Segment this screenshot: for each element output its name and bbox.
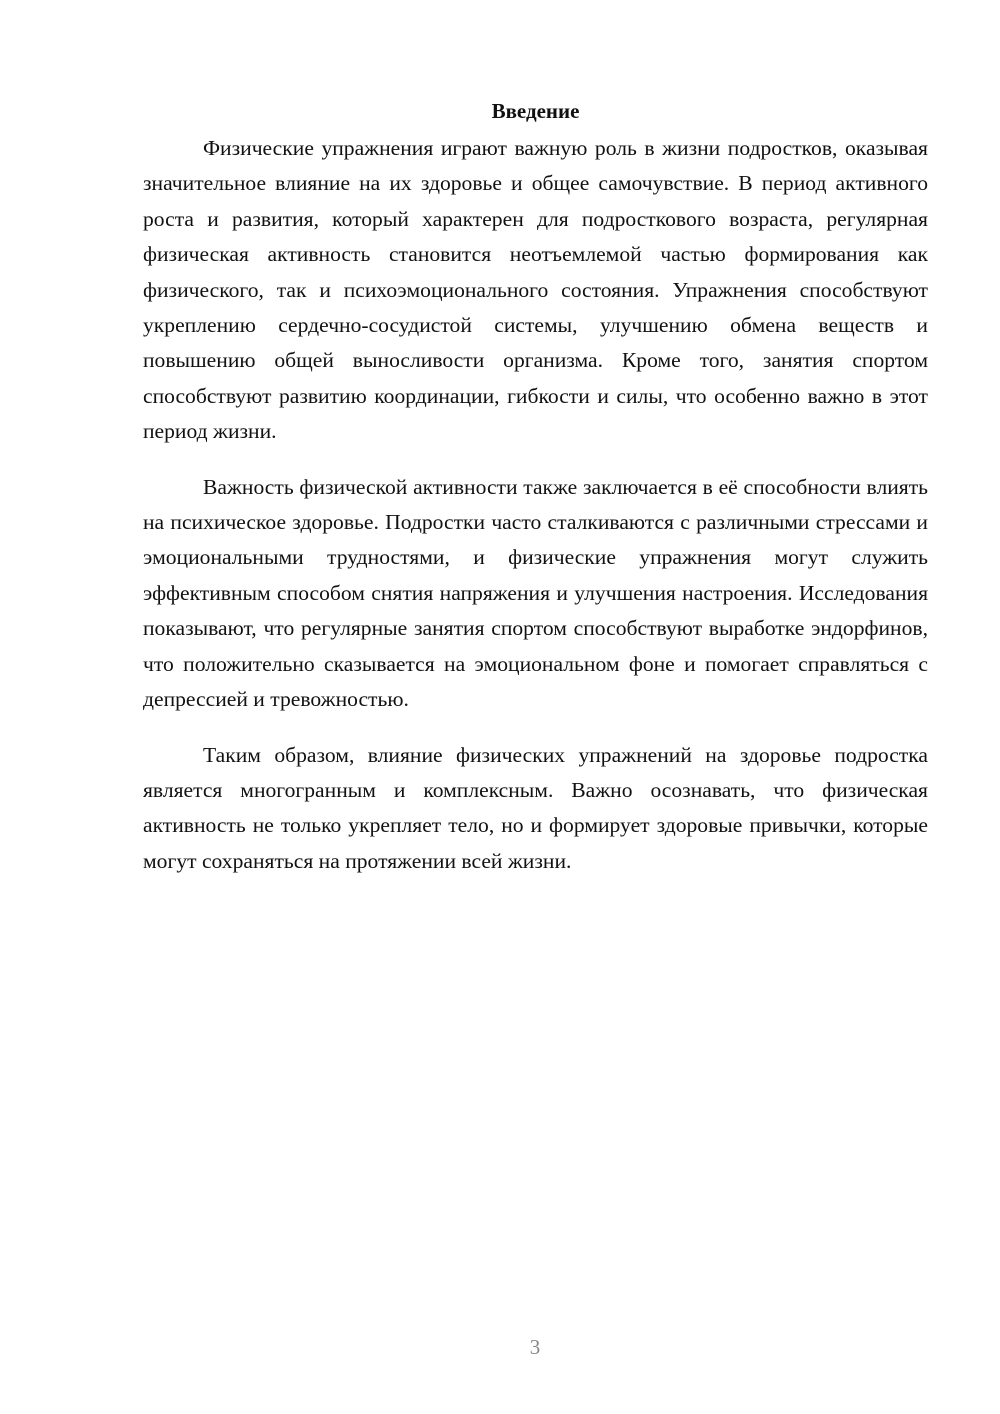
page-content: [143, 96, 928, 899]
section-heading: Введение: [491, 99, 580, 123]
paragraph-1: Физические упражнения играют важную роль в жизни подростков, оказывая значительное влияние на их здоровье и общее самочувствие. В период активного роста и развития, который характерен для подросткового возраста, регулярная физическая активность становится неотъемлемой частью формирования как физического, так и психоэмоционального состояния. Упражнения способствуют укреплению сердечно-сосудистой системы, улучшению обмена веществ и повышению общей выносливости организма. Кроме того, занятия спортом способствуют развитию координации, гибкости и силы, что особенно важно в этот период жизни.: [143, 136, 928, 444]
page-number: 3: [529, 1335, 541, 1359]
paragraph-3: Таким образом, влияние физических упражнений на здоровье подростка является многогранным и комплексным. Важно осознавать, что физическая активность не только укрепляет тело, но и формирует здоровые привычки, которые могут сохраняться на протяжении всей жизни.: [143, 742, 928, 873]
paragraph-2: Важность физической активности также заключается в её способности влиять на психическое здоровье. Подростки часто сталкиваются с различными стрессами и эмоциональными трудностями, и физические упражнения могут служить эффективным способом снятия напряжения и улучшения настроения. Исследования показывают, что регулярные занятия спортом способствуют выработке эндорфинов, что положительно сказывается на эмоциональном фоне и помогает справляться с депрессией и тревожностью.: [143, 474, 928, 712]
